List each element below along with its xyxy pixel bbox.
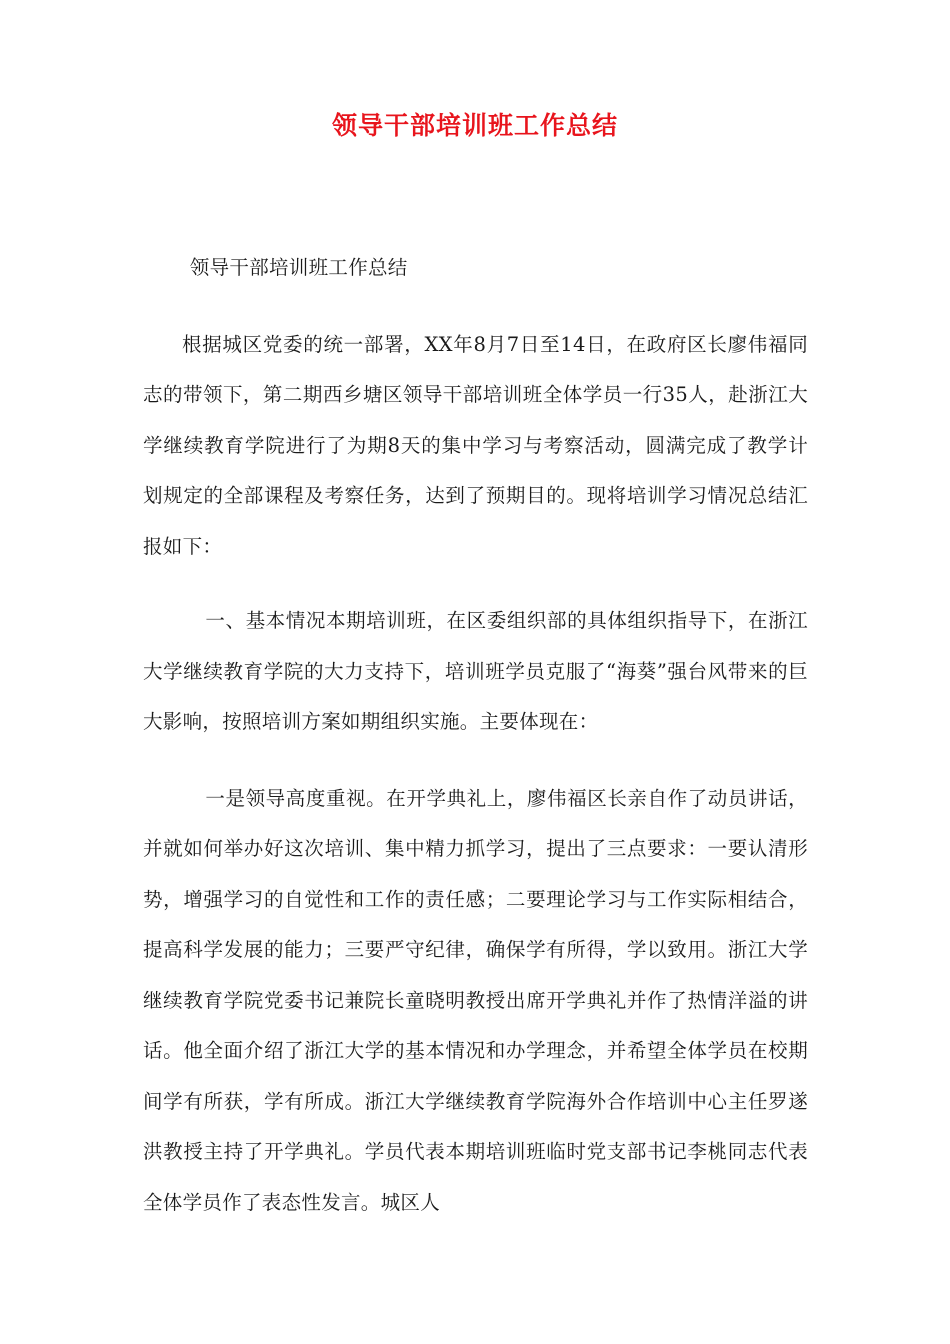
document-title: 领导干部培训班工作总结 — [331, 111, 618, 140]
paragraph-intro: 根据城区党委的统一部署，XX年8月7日至14日，在政府区长廖伟福同志的带领下，第二期西乡塘区领导干部培训班全体学员一行35人，赴浙江大学继续教育学院进行了为期8天的集中学习与考察活动，圆满完成了教学计划规定的全部课程及考察任务，达到了预期目的。现将培训学习情况总结汇报如下： — [143, 332, 808, 558]
paragraph-leadership: 一是领导高度重视。在开学典礼上，廖伟福区长亲自作了动员讲话，并就如何举办好这次培训、集中精力抓学习，提出了三点要求：一要认清形势，增强学习的自觉性和工作的责任感；二要理论学习与工作实际相结合，提高科学发展的能力；三要严守纪律，确保学有所得，学以致用。浙江大学继续教育学院党委书记兼院长童晓明教授出席开学典礼并作了热情洋溢的讲话。他全面介绍了浙江大学的基本情况和办学理念，并希望全体学员在校期间学有所获，学有所成。浙江大学继续教育学院海外合作培训中心主任罗遂洪教授主持了开学典礼。学员代表本期培训班临时党支部书记李桃同志代表全体学员作了表态性发言。城区人 — [143, 786, 808, 1214]
document-subtitle: 领导干部培训班工作总结 — [189, 256, 408, 279]
document-body — [143, 243, 808, 1228]
paragraph-basic-situation: 一、基本情况本期培训班，在区委组织部的具体组织指导下，在浙江大学继续教育学院的大力支持下，培训班学员克服了“海葵”强台风带来的巨大影响，按照培训方案如期组织实施。主要体现在： — [143, 609, 808, 733]
